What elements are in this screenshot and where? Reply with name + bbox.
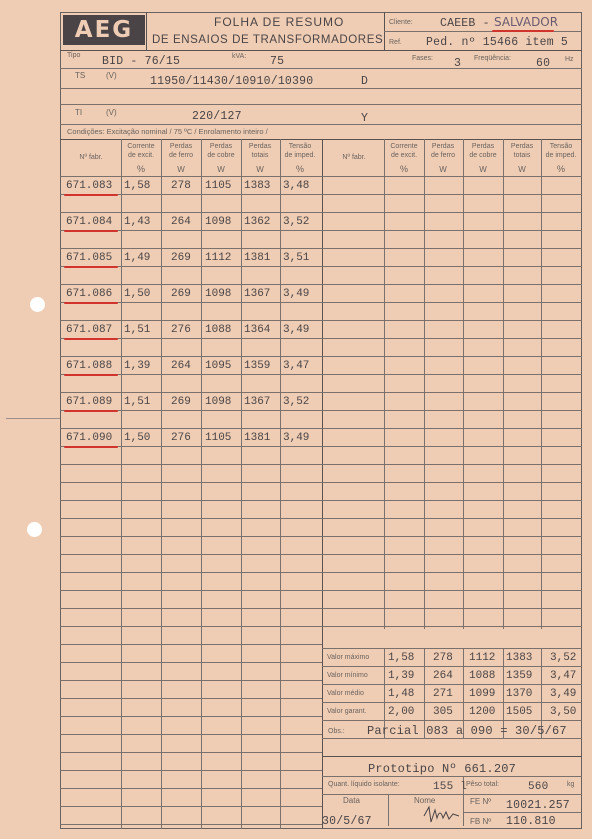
tipo-value: BID - 76/15	[102, 55, 181, 68]
row-line	[60, 320, 582, 321]
cell-num: 671.084	[66, 216, 113, 228]
cell-cobre: 1088	[205, 324, 232, 336]
cell-tensao: 3,49	[283, 432, 310, 444]
col-tensao-right-unit: %	[556, 164, 565, 174]
row-line	[60, 284, 582, 285]
summary-ferro: 305	[433, 706, 453, 718]
column-line	[201, 139, 202, 829]
cell-totais: 1359	[244, 360, 271, 372]
ts-unit: (V)	[106, 71, 117, 80]
data-label: Data	[343, 796, 360, 805]
row-line	[60, 410, 582, 411]
cliente-underline	[492, 30, 554, 32]
cell-tensao: 3,48	[283, 180, 310, 192]
cell-totais: 1381	[244, 432, 271, 444]
form-title-line2: DE ENSAIOS DE TRANSFORMADORES	[152, 34, 384, 46]
summary-label: Valor garant.	[327, 708, 367, 715]
column-line	[121, 139, 122, 829]
col-num-fabr: Nº fabr.	[79, 154, 103, 161]
col-cobre-l1: Perdas	[209, 143, 233, 150]
col-ferro-right-unit: W	[439, 165, 447, 174]
summary-label: Valor médio	[327, 690, 364, 697]
oleo-value: 155 l	[433, 781, 468, 793]
num-underline	[64, 446, 118, 448]
ti-unit: (V)	[106, 108, 117, 117]
num-underline	[64, 230, 118, 232]
cell-totais: 1362	[244, 216, 271, 228]
cell-num: 671.087	[66, 324, 113, 336]
num-underline	[64, 302, 118, 304]
cell-corrente: 1,49	[124, 252, 151, 264]
col-ferro-l1: Perdas	[169, 143, 193, 150]
fases-value: 3	[454, 57, 462, 70]
cell-corrente: 1,50	[124, 432, 151, 444]
summary-cobre: 1112	[469, 652, 496, 664]
cell-totais: 1381	[244, 252, 271, 264]
cell-num: 671.085	[66, 252, 113, 264]
row-line	[60, 266, 582, 267]
cell-corrente: 1,51	[124, 324, 151, 336]
fe-value: 10021.257	[506, 799, 570, 812]
cell-ferro: 264	[171, 360, 191, 372]
summary-cobre: 1099	[469, 688, 496, 700]
col-totais-l1: Perdas	[248, 143, 272, 150]
header-row-line	[60, 176, 582, 177]
col-num-fabr-right: Nº fabr.	[342, 154, 366, 161]
kva-label: kVA:	[232, 53, 247, 60]
col-cobre-unit: W	[217, 165, 225, 174]
cell-num: 671.088	[66, 360, 113, 372]
cell-corrente: 1,43	[124, 216, 151, 228]
ti-value: 220/127	[192, 110, 242, 123]
ts-connection: D	[361, 75, 369, 88]
col-ferro-unit: W	[177, 165, 185, 174]
form-title-line1: FOLHA DE RESUMO	[214, 15, 345, 29]
summary-tensao: 3,52	[550, 652, 577, 664]
cell-cobre: 1112	[205, 252, 232, 264]
header-bottom-line	[60, 50, 582, 51]
peso-value: 560	[528, 781, 549, 793]
conditions-text: Condições: Excitação nominal / 75 ºC / Enrolamento inteiro /	[67, 127, 268, 136]
ts-row-line	[60, 88, 582, 89]
row-line	[60, 212, 582, 213]
hz-label: Hz	[565, 56, 574, 63]
cliente-handwritten: SALVADOR	[494, 15, 559, 29]
ref-value: Ped. nº 15466 item 5	[426, 36, 569, 49]
column-line	[241, 139, 242, 829]
row-line	[60, 698, 322, 699]
row-line	[60, 554, 582, 555]
nome-label: Nome	[414, 796, 436, 805]
cell-num: 671.089	[66, 396, 113, 408]
cell-cobre: 1105	[205, 180, 232, 192]
col-totais-right-unit: W	[518, 165, 526, 174]
row-line	[60, 662, 322, 663]
num-underline	[64, 338, 118, 340]
row-line	[60, 482, 582, 483]
cell-ferro: 269	[171, 396, 191, 408]
summary-tensao: 3,49	[550, 688, 577, 700]
col-tensao-right-l1: Tensão	[549, 143, 573, 150]
signature	[422, 804, 462, 826]
num-underline	[64, 266, 118, 268]
col-ferro-l2: de ferro	[168, 152, 194, 159]
summary-cobre: 1088	[469, 670, 496, 682]
cell-tensao: 3,51	[283, 252, 310, 264]
footer-line	[322, 776, 582, 777]
ts-row-line2	[60, 104, 582, 105]
row-line	[60, 536, 582, 537]
summary-totais: 1370	[506, 688, 533, 700]
fold-mark	[6, 418, 60, 419]
peso-label: Pêso total:	[466, 781, 500, 788]
prototipo: Prototipo Nº 661.207	[368, 762, 517, 776]
cell-tensao: 3,52	[283, 216, 310, 228]
col-cobre-right-l2: de cobre	[469, 152, 497, 159]
col-corrente-l2: de excit.	[127, 152, 155, 159]
aeg-logo: AEG	[63, 15, 145, 45]
row-line	[60, 824, 322, 825]
cell-ferro: 276	[171, 324, 191, 336]
row-line	[60, 518, 582, 519]
prototipo-line	[322, 756, 582, 757]
frequencia-value: 60	[536, 57, 551, 70]
col-cobre-right-l1: Perdas	[471, 143, 495, 150]
summary-row-line	[322, 666, 582, 667]
column-line	[161, 139, 162, 829]
col-cobre-right-unit: W	[479, 165, 487, 174]
footer-divider2	[388, 794, 389, 826]
punch-hole-top	[30, 297, 45, 312]
row-line	[60, 194, 582, 195]
summary-top-line	[322, 648, 582, 649]
num-underline	[64, 194, 118, 196]
cell-ferro: 269	[171, 288, 191, 300]
punch-hole-bottom	[27, 522, 42, 537]
ref-label: Ref.	[389, 39, 402, 46]
summary-totais: 1505	[506, 706, 533, 718]
summary-corrente: 2,00	[388, 706, 415, 718]
summary-ferro: 271	[433, 688, 453, 700]
col-totais-right-l2: totais	[513, 152, 531, 159]
cell-cobre: 1095	[205, 360, 232, 372]
cell-ferro: 264	[171, 216, 191, 228]
summary-tensao: 3,50	[550, 706, 577, 718]
summary-ferro: 264	[433, 670, 453, 682]
column-line	[280, 139, 281, 829]
summary-totais: 1359	[506, 670, 533, 682]
row-line	[60, 590, 582, 591]
col-ferro-right-l2: de ferro	[430, 152, 456, 159]
summary-row-line	[322, 720, 582, 721]
cell-totais: 1364	[244, 324, 271, 336]
center-divider	[322, 139, 323, 829]
footer-line2	[322, 794, 582, 795]
cell-ferro: 269	[171, 252, 191, 264]
cell-cobre: 1105	[205, 432, 232, 444]
fe-label: FE Nº	[470, 797, 492, 806]
cell-corrente: 1,58	[124, 180, 151, 192]
row-line	[60, 446, 582, 447]
cell-num: 671.086	[66, 288, 113, 300]
obs-label: Obs.:	[328, 728, 345, 735]
fb-value: 110.810	[506, 815, 556, 828]
col-corrente-l1: Corrente	[127, 143, 155, 150]
num-underline	[64, 410, 118, 412]
tipo-row-line	[60, 68, 582, 69]
peso-unit: kg	[567, 781, 575, 788]
row-line	[60, 572, 582, 573]
col-totais-unit: W	[256, 165, 264, 174]
data-value: 30/5/67	[322, 815, 372, 828]
cell-tensao: 3,52	[283, 396, 310, 408]
num-underline	[64, 374, 118, 376]
row-line	[60, 716, 322, 717]
summary-row-line	[322, 684, 582, 685]
row-line	[60, 392, 582, 393]
kva-value: 75	[270, 55, 285, 68]
col-tensao-right-l2: de imped.	[545, 152, 577, 159]
summary-row-line	[322, 738, 582, 739]
tipo-label: Tipo	[67, 52, 81, 59]
col-tensao-unit: %	[295, 164, 304, 174]
summary-label: Valor máximo	[327, 654, 370, 661]
row-line	[60, 374, 582, 375]
summary-cobre: 1200	[469, 706, 496, 718]
row-line	[60, 680, 322, 681]
ti-row-line	[60, 124, 582, 125]
row-line	[60, 734, 322, 735]
row-line	[60, 356, 582, 357]
summary-tensao: 3,47	[550, 670, 577, 682]
cell-cobre: 1098	[205, 396, 232, 408]
row-line	[60, 338, 582, 339]
col-totais-l2: totais	[251, 152, 269, 159]
cell-tensao: 3,49	[283, 288, 310, 300]
summary-corrente: 1,48	[388, 688, 415, 700]
row-line	[60, 464, 582, 465]
col-corrente-right-l2: de excit.	[390, 152, 418, 159]
row-line	[60, 248, 582, 249]
ts-label: TS	[75, 71, 86, 80]
fases-label: Fases:	[412, 55, 434, 62]
summary-corrente: 1,39	[388, 670, 415, 682]
summary-ferro: 278	[433, 652, 453, 664]
row-line	[60, 644, 322, 645]
col-corrente-right-l1: Corrente	[390, 143, 418, 150]
row-line	[60, 230, 582, 231]
cell-cobre: 1098	[205, 288, 232, 300]
cell-num: 671.083	[66, 180, 113, 192]
summary-row-line	[322, 702, 582, 703]
cell-totais: 1383	[244, 180, 271, 192]
ti-label: TI	[75, 108, 83, 117]
header-divider	[146, 12, 147, 50]
row-line	[60, 302, 582, 303]
cell-tensao: 3,47	[283, 360, 310, 372]
cell-totais: 1367	[244, 288, 271, 300]
col-totais-right-l1: Perdas	[510, 143, 534, 150]
frequencia-label: Freqüência:	[474, 55, 511, 62]
row-line	[60, 608, 582, 609]
row-line	[60, 770, 322, 771]
col-tensao-l2: de imped.	[284, 152, 316, 159]
ts-value: 11950/11430/10910/10390	[150, 75, 314, 88]
fe-fb-line	[463, 812, 582, 813]
col-tensao-l1: Tensão	[288, 143, 312, 150]
oleo-label: Quant. líquido isolante:	[328, 781, 400, 788]
cell-corrente: 1,50	[124, 288, 151, 300]
cell-corrente: 1,39	[124, 360, 151, 372]
summary-totais: 1383	[506, 652, 533, 664]
row-line	[60, 752, 322, 753]
summary-corrente: 1,58	[388, 652, 415, 664]
row-line	[60, 806, 322, 807]
cell-corrente: 1,51	[124, 396, 151, 408]
col-corrente-unit: %	[136, 164, 145, 174]
cell-num: 671.090	[66, 432, 113, 444]
row-line	[60, 626, 582, 627]
row-line	[60, 788, 322, 789]
cliente-label: Cliente:	[389, 19, 413, 26]
fb-label: FB Nº	[470, 817, 492, 826]
col-corrente-right-unit: %	[399, 164, 408, 174]
cell-ferro: 278	[171, 180, 191, 192]
row-line	[60, 428, 582, 429]
summary-label: Valor mínimo	[327, 672, 368, 679]
col-ferro-right-l1: Perdas	[431, 143, 455, 150]
cell-tensao: 3,49	[283, 324, 310, 336]
obs-value: Parcial 083 a 090 = 30/5/67	[367, 724, 567, 738]
cell-cobre: 1098	[205, 216, 232, 228]
col-cobre-l2: de cobre	[207, 152, 235, 159]
cell-totais: 1367	[244, 396, 271, 408]
row-line	[60, 500, 582, 501]
cliente-value: CAEEB -	[440, 17, 490, 30]
cell-ferro: 276	[171, 432, 191, 444]
ti-connection: Y	[361, 112, 369, 125]
